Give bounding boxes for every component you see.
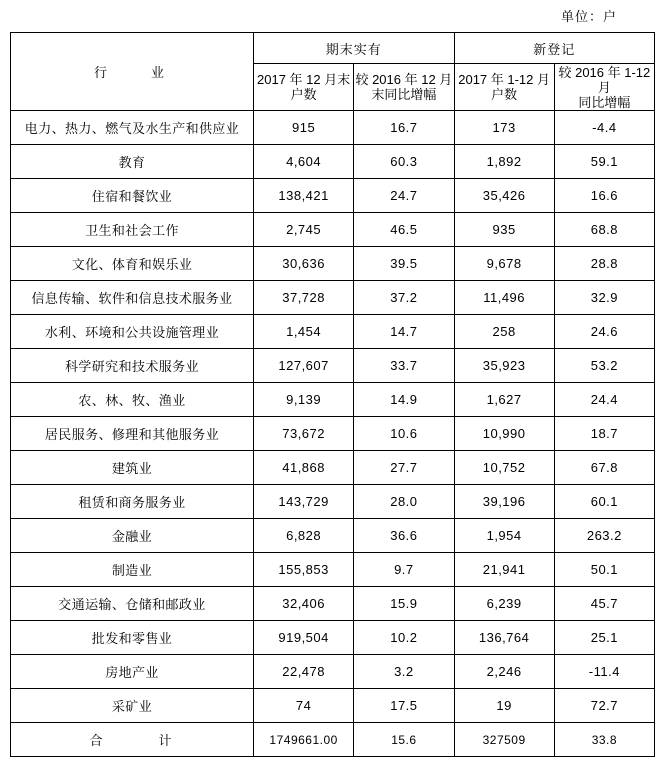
- cell-new-count: 35,426: [454, 179, 554, 213]
- cell-new-count: 11,496: [454, 281, 554, 315]
- cell-new-growth: 18.7: [554, 417, 654, 451]
- cell-new-count: 19: [454, 689, 554, 723]
- cell-new-growth: 60.1: [554, 485, 654, 519]
- header-sub-end-growth-line1: 较 2016 年 12 月: [355, 72, 453, 87]
- cell-end-growth: 27.7: [354, 451, 454, 485]
- cell-end-count: 30,636: [254, 247, 354, 281]
- table-row: [11, 621, 655, 655]
- table-row: [11, 417, 655, 451]
- cell-new-count: 1,627: [454, 383, 554, 417]
- cell-end-count: 41,868: [254, 451, 354, 485]
- table-row: [11, 587, 655, 621]
- cell-new-growth: 45.7: [554, 587, 654, 621]
- cell-end-growth: 24.7: [354, 179, 454, 213]
- cell-end-growth: 9.7: [354, 553, 454, 587]
- cell-industry-total: 合 计: [11, 723, 254, 757]
- cell-end-count: 9,139: [254, 383, 354, 417]
- cell-industry: 房地产业: [11, 655, 254, 689]
- cell-new-growth: 263.2: [554, 519, 654, 553]
- cell-new-count: 136,764: [454, 621, 554, 655]
- cell-end-growth: 33.7: [354, 349, 454, 383]
- cell-industry: 建筑业: [11, 451, 254, 485]
- header-sub-new-growth-line1: 较 2016 年 1-12 月: [558, 64, 651, 95]
- cell-industry: 卫生和社会工作: [11, 213, 254, 247]
- header-sub-end-growth-line2: 末同比增幅: [371, 87, 437, 102]
- table-row: [11, 111, 655, 145]
- table-row: [11, 179, 655, 213]
- cell-new-count: 21,941: [454, 553, 554, 587]
- header-sub-end-count-line1: 2017 年 12 月末: [257, 72, 351, 87]
- header-sub-new-count-line1: 2017 年 1-12 月: [458, 72, 551, 87]
- table-row: [11, 349, 655, 383]
- table-row: [11, 485, 655, 519]
- cell-industry: 金融业: [11, 519, 254, 553]
- header-group-new: 新登记: [454, 33, 655, 64]
- cell-new-growth: -11.4: [554, 655, 654, 689]
- cell-industry: 批发和零售业: [11, 621, 254, 655]
- table-row: [11, 247, 655, 281]
- cell-new-growth: 24.6: [554, 315, 654, 349]
- header-sub-new-growth: [554, 64, 654, 111]
- cell-end-growth: 15.9: [354, 587, 454, 621]
- cell-new-growth: 53.2: [554, 349, 654, 383]
- cell-end-count: 73,672: [254, 417, 354, 451]
- cell-new-count: 39,196: [454, 485, 554, 519]
- cell-new-count: 173: [454, 111, 554, 145]
- statistics-table: [10, 32, 655, 757]
- cell-industry: 住宿和餐饮业: [11, 179, 254, 213]
- cell-new-growth: 24.4: [554, 383, 654, 417]
- cell-end-count: 37,728: [254, 281, 354, 315]
- cell-industry: 科学研究和技术服务业: [11, 349, 254, 383]
- cell-new-growth: 68.8: [554, 213, 654, 247]
- cell-new-count: 35,923: [454, 349, 554, 383]
- cell-new-count: 10,990: [454, 417, 554, 451]
- cell-end-count: 143,729: [254, 485, 354, 519]
- cell-end-count: 22,478: [254, 655, 354, 689]
- cell-end-count: 915: [254, 111, 354, 145]
- table-row: [11, 145, 655, 179]
- cell-end-growth: 37.2: [354, 281, 454, 315]
- cell-industry: 文化、体育和娱乐业: [11, 247, 254, 281]
- cell-end-growth: 60.3: [354, 145, 454, 179]
- table-row: [11, 281, 655, 315]
- cell-end-count: 6,828: [254, 519, 354, 553]
- table-header: [11, 33, 655, 111]
- cell-new-count: 1,892: [454, 145, 554, 179]
- cell-end-count: 4,604: [254, 145, 354, 179]
- table-row: [11, 553, 655, 587]
- cell-industry: 制造业: [11, 553, 254, 587]
- table-row-total: [11, 723, 655, 757]
- header-sub-end-count: [254, 64, 354, 111]
- cell-new-count: 6,239: [454, 587, 554, 621]
- cell-end-count: 138,421: [254, 179, 354, 213]
- cell-end-growth: 14.7: [354, 315, 454, 349]
- cell-new-count: 9,678: [454, 247, 554, 281]
- cell-new-count: 1,954: [454, 519, 554, 553]
- cell-new-growth: 16.6: [554, 179, 654, 213]
- cell-industry: 电力、热力、燃气及水生产和供应业: [11, 111, 254, 145]
- cell-end-count: 155,853: [254, 553, 354, 587]
- cell-end-growth: 16.7: [354, 111, 454, 145]
- cell-end-growth: 17.5: [354, 689, 454, 723]
- cell-end-growth: 14.9: [354, 383, 454, 417]
- cell-new-growth: 32.9: [554, 281, 654, 315]
- cell-end-growth: 10.2: [354, 621, 454, 655]
- header-row-groups: [11, 33, 655, 64]
- cell-new-growth: 72.7: [554, 689, 654, 723]
- cell-new-count: 935: [454, 213, 554, 247]
- cell-new-growth: 28.8: [554, 247, 654, 281]
- cell-end-growth: 39.5: [354, 247, 454, 281]
- header-sub-end-count-line2: 户数: [290, 87, 317, 102]
- cell-industry: 教育: [11, 145, 254, 179]
- cell-new-growth: 67.8: [554, 451, 654, 485]
- cell-new-count-total: 327509: [454, 723, 554, 757]
- table-row: [11, 689, 655, 723]
- header-industry: 行 业: [11, 33, 254, 111]
- cell-industry: 采矿业: [11, 689, 254, 723]
- cell-new-growth: 25.1: [554, 621, 654, 655]
- cell-end-count: 1,454: [254, 315, 354, 349]
- cell-industry: 居民服务、修理和其他服务业: [11, 417, 254, 451]
- cell-end-count: 919,504: [254, 621, 354, 655]
- cell-new-count: 258: [454, 315, 554, 349]
- header-group-existing: 期末实有: [254, 33, 455, 64]
- cell-end-count: 74: [254, 689, 354, 723]
- cell-new-count: 2,246: [454, 655, 554, 689]
- cell-end-growth: 46.5: [354, 213, 454, 247]
- table-row: [11, 383, 655, 417]
- unit-label: 单位：户: [560, 9, 617, 24]
- cell-new-growth: 50.1: [554, 553, 654, 587]
- cell-new-count: 10,752: [454, 451, 554, 485]
- cell-industry: 农、林、牧、渔业: [11, 383, 254, 417]
- table-row: [11, 655, 655, 689]
- header-sub-new-count: [454, 64, 554, 111]
- cell-end-growth: 10.6: [354, 417, 454, 451]
- cell-end-count: 32,406: [254, 587, 354, 621]
- header-sub-new-growth-line2: 同比增幅: [578, 94, 631, 110]
- header-sub-new-count-line2: 户数: [491, 87, 518, 102]
- cell-end-count-total: 1749661.00: [254, 723, 354, 757]
- cell-end-count: 127,607: [254, 349, 354, 383]
- cell-end-count: 2,745: [254, 213, 354, 247]
- table-row: [11, 213, 655, 247]
- cell-new-growth: 59.1: [554, 145, 654, 179]
- table-body: [11, 111, 655, 757]
- header-sub-end-growth: [354, 64, 454, 111]
- table-row: [11, 315, 655, 349]
- cell-end-growth: 36.6: [354, 519, 454, 553]
- table-row: [11, 519, 655, 553]
- cell-industry: 租赁和商务服务业: [11, 485, 254, 519]
- cell-end-growth: 3.2: [354, 655, 454, 689]
- cell-industry: 水利、环境和公共设施管理业: [11, 315, 254, 349]
- table-row: [11, 451, 655, 485]
- cell-new-growth-total: 33.8: [554, 723, 654, 757]
- cell-end-growth-total: 15.6: [354, 723, 454, 757]
- cell-industry: 信息传输、软件和信息技术服务业: [11, 281, 254, 315]
- cell-industry: 交通运输、仓储和邮政业: [11, 587, 254, 621]
- cell-end-growth: 28.0: [354, 485, 454, 519]
- cell-new-growth: -4.4: [554, 111, 654, 145]
